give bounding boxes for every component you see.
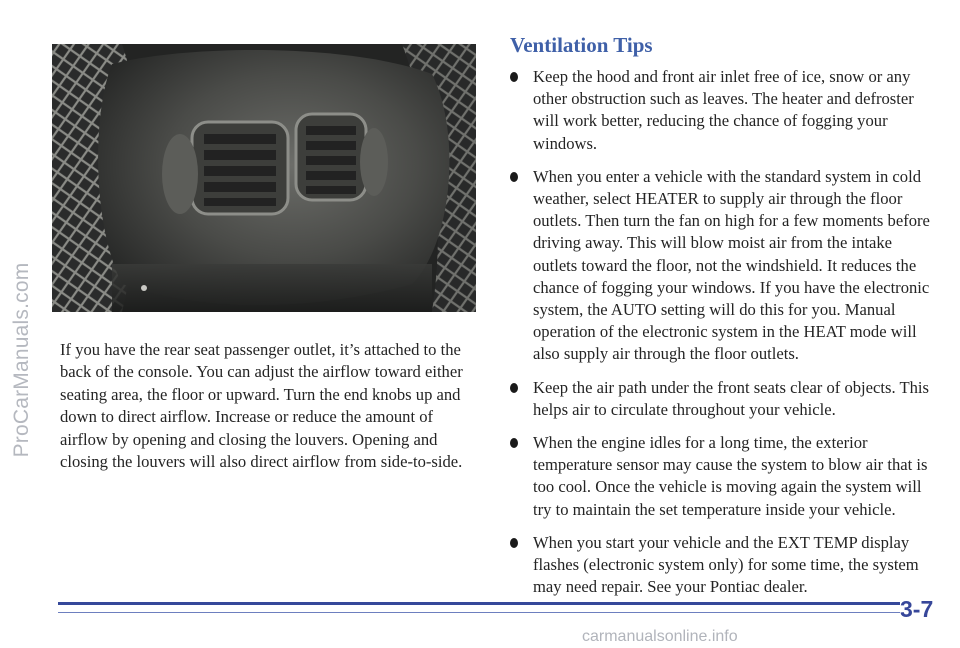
bullet-icon: [510, 438, 518, 448]
rear-outlet-illustration: [52, 44, 476, 312]
footer-rule-thick: [58, 602, 900, 605]
footer-rule-thin: [58, 612, 900, 613]
rear-outlet-paragraph: If you have the rear seat passenger outlet, it’s attached to the back of the console. You can adjust the airflow toward either seating area, the floor or upward. Turn the end knobs up and down to direct airflow. Increase or reduce the amount of airflow by opening and closing the louvers. Opening and closing the louvers will also direct airflow from side-to-side.: [60, 340, 463, 472]
tip-text: When you enter a vehicle with the standard system in cold weather, select HEATER to supply air through the floor outlets. Then turn the fan on high for a few moments before driving away. This will blow moist air from the intake outlets toward the floor, not the windshield. It reduces the chance of fogging your windows. If you have the electronic system, the AUTO setting will do this for you. Manual operation of the electronic system in the HEAT mode will also supply air through the floor outlets.: [533, 166, 930, 364]
bullet-icon: [510, 72, 518, 82]
tip-item: [510, 166, 934, 366]
bullet-icon: [510, 383, 518, 393]
bullet-icon: [510, 172, 518, 182]
tip-item: [510, 66, 934, 155]
rear-outlet-photo: [52, 44, 476, 312]
bottom-watermark: carmanualsonline.info: [582, 628, 738, 645]
tip-item: [510, 532, 934, 599]
tip-text: When the engine idles for a long time, the exterior temperature sensor may cause the system to blow air that is too cool. Once the vehicle is moving again the system will try to maintain the set temperature inside your vehicle.: [533, 433, 928, 519]
ventilation-tips-list: [510, 66, 934, 598]
tip-text: Keep the hood and front air inlet free of ice, snow or any other obstruction such as leaves. The heater and defroster will work better, reducing the chance of fogging your windows.: [533, 67, 914, 153]
page-number: 3-7: [900, 596, 934, 622]
bullet-icon: [510, 538, 518, 548]
tip-item: [510, 377, 934, 421]
side-watermark-text: ProCarManuals.com: [10, 262, 33, 458]
tip-item: [510, 432, 934, 521]
side-watermark: [0, 0, 34, 648]
section-title: Ventilation Tips: [510, 33, 653, 57]
tip-text: When you start your vehicle and the EXT TEMP display flashes (electronic system only) for some time, the system may need repair. See your Pontiac dealer.: [533, 532, 919, 597]
tip-text: Keep the air path under the front seats clear of objects. This helps air to circulate throughout your vehicle.: [533, 377, 929, 419]
